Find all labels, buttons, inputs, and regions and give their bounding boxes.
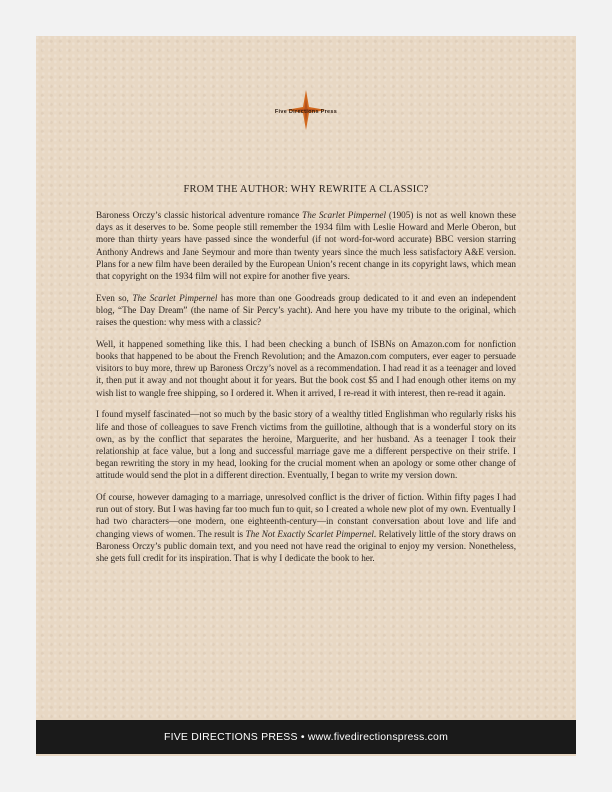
document-page xyxy=(36,36,576,756)
italic-title: The Scarlet Pimpernel xyxy=(302,210,387,220)
text-run: has more than one Goodreads group dedicated to it and even an independent blog, “The Day Dream” (the name of Sir Percy’s yacht). And here you have my tribute to the original, which raises the question: why mess with a classic? xyxy=(96,292,516,328)
body-paragraph xyxy=(96,491,516,564)
body-paragraph xyxy=(96,408,516,481)
body-paragraph xyxy=(96,292,516,329)
footer-bar xyxy=(36,720,576,754)
body-text xyxy=(96,209,516,574)
footer-text: FIVE DIRECTIONS PRESS • www.fivedirectionspress.com xyxy=(163,731,449,743)
body-paragraph xyxy=(96,338,516,399)
body-paragraph xyxy=(96,209,516,282)
logo-text: Five Directions Press xyxy=(274,109,338,115)
italic-title: The Scarlet Pimpernel xyxy=(132,292,218,303)
italic-title: The Not Exactly Scarlet Pimpernel. xyxy=(245,528,377,539)
text-run: I found myself fascinated—not so much by the basic story of a wealthy titled Englishman who regularly risks his life and those of colleagues to save French victims from the guillotine, although that is a wonderful story on its own, as by the conflict that separates the heroine, Marguerite, and her husband. As a teenager I took their relationship at face value, but a long and successful marriage gave me a different perspective on their strife. I began rewriting the story in my head, looking for the crucial moment when an apology or some other change of attitude would send the plot in a different direction. Eventually, I began to write my version down. xyxy=(96,409,516,481)
text-run: Well, it happened something like this. I had been checking a bunch of ISBNs on Amazon.com for nonfiction books that happened to be about the French Revolution; and the Amazon.com computers, ever eager to persuade visitors to buy more, threw up Baroness Orczy’s novel as a recommendation. I had read it as a teenager and loved it, then put it away and not thought about it for years. But the book cost $5 and I had enough other items on my wish list to wangle free shipping, so I ordered it. When it arrived, I re-read it with interest, then re-read it again. xyxy=(96,338,516,398)
publisher-logo xyxy=(36,90,576,130)
text-run: Relatively little of the story draws on Baroness Orczy’s public domain text, and you need not have read the original to enjoy my version. Nonetheless, she gets full credit for its inspiration. That is why I dedicate the book to her. xyxy=(96,528,517,564)
text-run: Baroness Orczy’s classic historical adventure romance xyxy=(96,210,303,220)
text-run: (1905) is not as well known these days as it deserves to be. Some people still remember the 1934 film with Leslie Howard and Merle Oberon, but more than thirty years have passed since the wonderful (if not word-for-word accurate) BBC version starring Anthony Andrews and Jane Seymour and more than twenty years since the much less satisfactory A&E version. Plans for a new film have been derailed by the European Union’s recent change in its copyright laws, which mean that copyright on the 1934 film will not expire for another five years. xyxy=(96,210,517,282)
page-title: FROM THE AUTHOR: WHY REWRITE A CLASSIC? xyxy=(183,184,429,195)
text-run: Of course, however damaging to a marriage, unresolved conflict is the driver of fiction. Within fifty pages I had run out of story. But I was having far too much fun to quit, so I created a whole new plot of my own. Eventually I had two characters—one modern, one eighteenth-century—in constant conversation about love and life and changing views of women. The result is xyxy=(96,492,516,539)
text-run: Even so, xyxy=(96,292,133,303)
